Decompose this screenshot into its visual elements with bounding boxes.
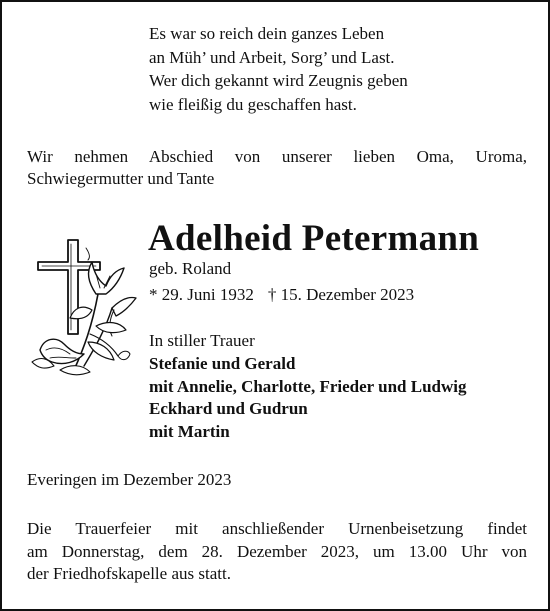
- service-line: Die Trauerfeier mit anschließender Urnenbeisetzung findet: [27, 519, 527, 538]
- poem-line: Es war so reich dein ganzes Leben: [149, 24, 385, 43]
- poem-line: wie fleißig du geschaffen hast.: [149, 94, 357, 114]
- birth-date: * 29. Juni 1932: [149, 285, 254, 304]
- poem-line: an Müh’ und Arbeit, Sorg’ und Last.: [149, 47, 395, 67]
- place-and-date: Everingen im Dezember 2023: [27, 470, 232, 489]
- mourner-line: mit Martin: [149, 421, 230, 441]
- intro-line: Wir nehmen Abschied von unserer lieben Oma, Uroma,: [27, 147, 527, 166]
- mourners-list: [149, 353, 467, 443]
- service-line: der Friedhofskapelle aus statt.: [27, 564, 231, 583]
- mourning-label: In stiller Trauer: [149, 331, 255, 350]
- poem-line: Wer dich gekannt wird Zeugnis geben: [149, 71, 408, 90]
- mourner-line: Eckhard und Gudrun: [149, 399, 308, 418]
- life-dates: [149, 285, 414, 305]
- funeral-service-info: [27, 518, 527, 586]
- mourner-line: mit Annelie, Charlotte, Frieder und Ludwig: [149, 376, 467, 396]
- maiden-name: geb. Roland: [149, 259, 232, 278]
- mourner-line: Stefanie und Gerald: [149, 354, 296, 373]
- deceased-name: Adelheid Petermann: [148, 218, 480, 259]
- death-date: † 15. Dezember 2023: [267, 285, 415, 304]
- service-line: am Donnerstag, dem 28. Dezember 2023, um 13.00 Uhr von: [27, 541, 527, 561]
- cross-with-lily-icon: [30, 238, 140, 378]
- farewell-intro: [27, 146, 527, 190]
- intro-line: Schwiegermutter und Tante: [27, 169, 215, 188]
- poem: [149, 22, 408, 116]
